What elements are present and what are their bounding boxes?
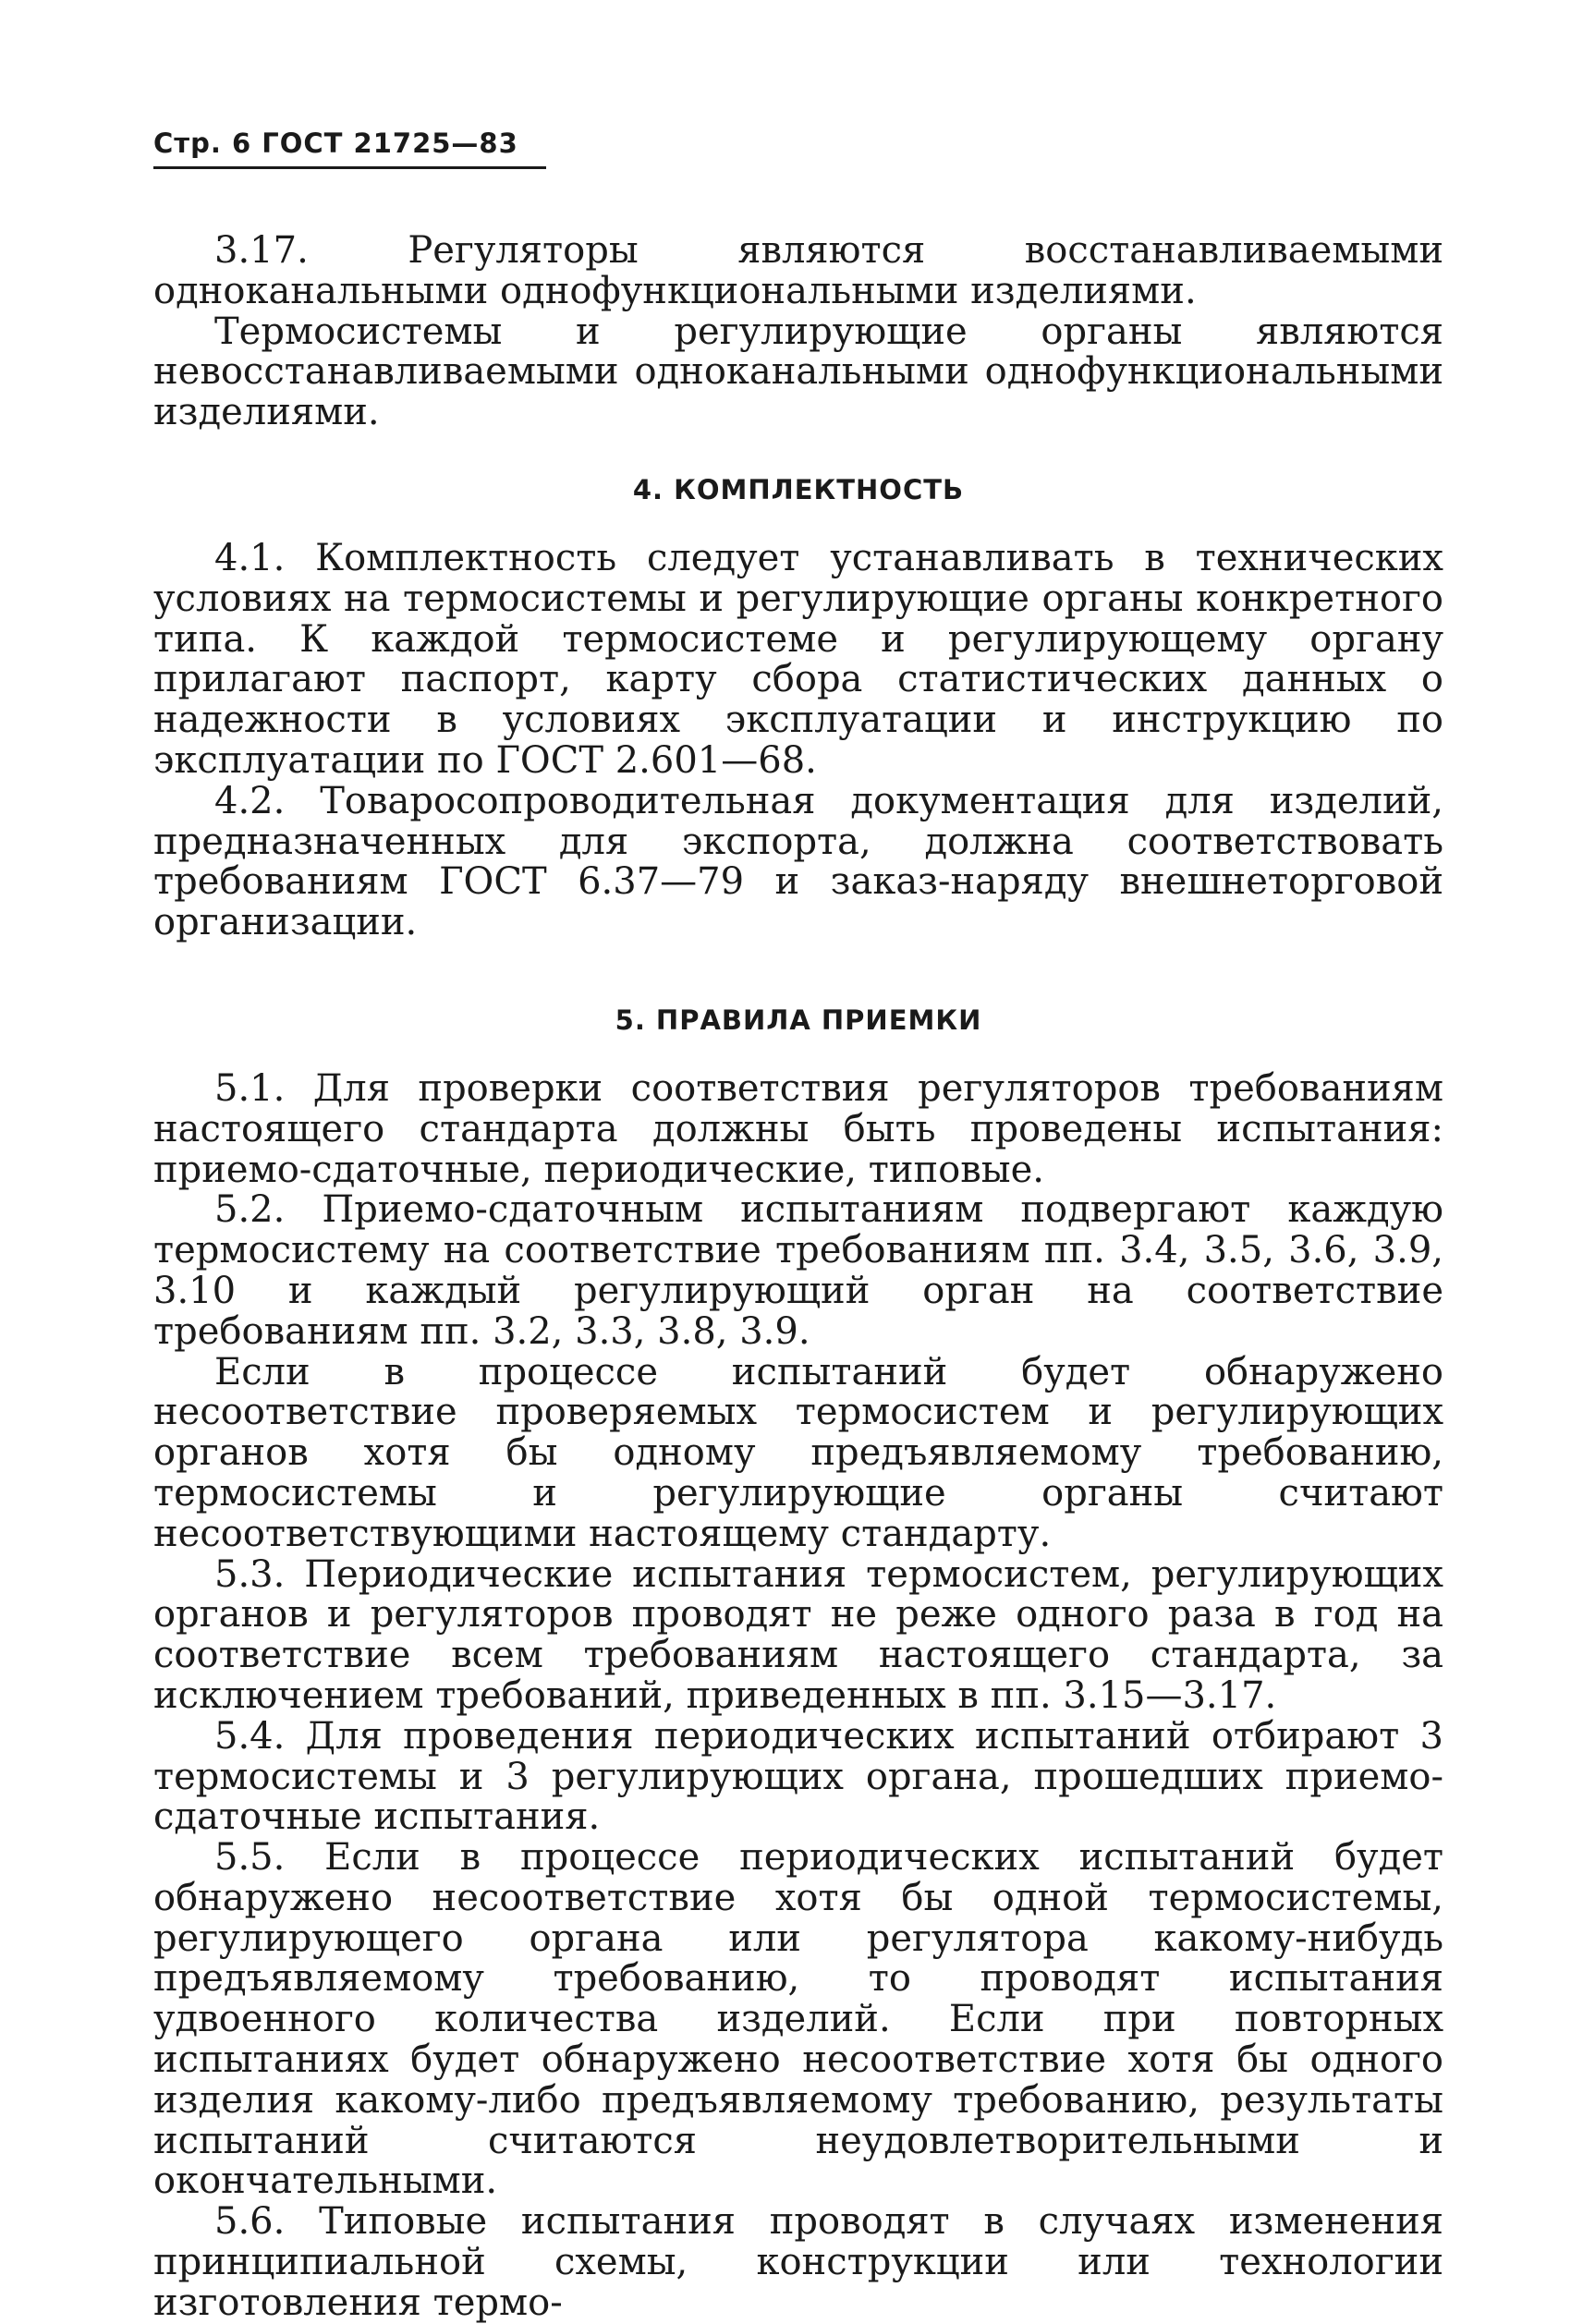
paragraph-5-3: 5.3. Периодические испытания термосистем, регулирующих органов и регуляторов проводят не реже одного раза в год на соответствие всем требованиям настоящего стандарта, за исключением требований, приведенных в пп. 3.15—3.17.	[153, 1552, 1443, 1717]
document-body	[153, 231, 1443, 2324]
paragraph-5-4: 5.4. Для проведения периодических испытаний отбирают 3 термосистемы и 3 регулирующих органа, прошедших приемо-сдаточные испытания.	[153, 1714, 1443, 1839]
section-heading-5: 5. ПРАВИЛА ПРИЕМКИ	[615, 1004, 982, 1036]
paragraph-3-17: 3.17. Регуляторы являются восстанавливаемыми одноканальными однофункциональными изделиями.	[153, 229, 1443, 312]
paragraph-5-1: 5.1. Для проверки соответствия регуляторов требованиям настоящего стандарта должны быть проведены испытания: приемо-сдаточные, периодические, типовые.	[153, 1066, 1443, 1191]
page-header: Стр. 6 ГОСТ 21725—83	[153, 128, 546, 169]
paragraph-5-5: 5.5. Если в процессе периодических испытаний будет обнаружено несоответствие хотя бы одной термосистемы, регулирующего органа или регулятора какому-нибудь предъявляемому требованию, то проводят испытания удвоенного количества изделий. Если при повторных испытаниях будет обнаружено несоответствие хотя бы одного изделия какому-либо предъявляемому требованию, результаты испытаний считаются неудовлетворительными и окончательными.	[153, 1836, 1443, 2203]
section-heading-4: 4. КОМПЛЕКТНОСТЬ	[632, 473, 965, 505]
paragraph-5-6: 5.6. Типовые испытания проводят в случаях изменения принципиальной схемы, конструкции или технологии изготовления термо-	[153, 2200, 1443, 2324]
paragraph-5-2: 5.2. Приемо-сдаточным испытаниям подвергают каждую термосистему на соответствие требованиям пп. 3.4, 3.5, 3.6, 3.9, 3.10 и каждый регулирующий орган на соответствие требованиям пп. 3.2, 3.3, 3.8, 3.9.	[153, 1188, 1443, 1353]
paragraph-4-2: 4.2. Товаросопроводительная документация для изделий, предназначенных для экспорта, должна соответствовать требованиям ГОСТ 6.37—79 и заказ-наряду внешнеторговой организации.	[153, 779, 1443, 944]
paragraph-4-1: 4.1. Комплектность следует устанавливать в технических условиях на термосистемы и регулирующие органы конкретного типа. К каждой термосистеме и регулирующему органу прилагают паспорт, карту сбора статистических данных о надежности в условиях эксплуатации и инструкцию по эксплуатации по ГОСТ 2.601—68.	[153, 536, 1443, 782]
paragraph-3-17-continued: Термосистемы и регулирующие органы являются невосстанавливаемыми одноканальными однофункциональными изделиями.	[153, 310, 1443, 434]
paragraph-5-2-continued: Если в процессе испытаний будет обнаружено несоответствие проверяемых термосистем и регулирующих органов хотя бы одному предъявляемому требованию, термосистемы и регулирующие органы считают несоответствующими настоящему стандарту.	[153, 1350, 1443, 1555]
